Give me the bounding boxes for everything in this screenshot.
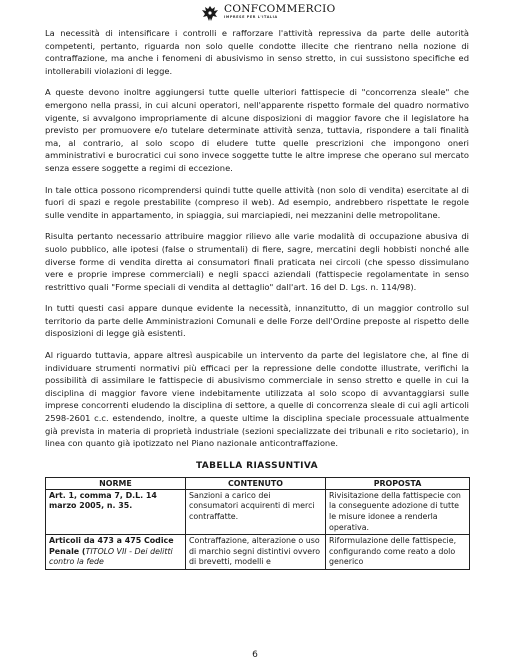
cell-proposta: Rivisitazione della fattispecie con la conseguente adozione di tutte le misure idonee a renderla operativa.	[326, 489, 470, 534]
column-header-norme: NORME	[46, 477, 186, 489]
cell-norme-italic: TITOLO VII - Dei delitti contro la fede	[49, 546, 173, 567]
paragraph: Risulta pertanto necessario attribuire maggior rilievo alle varie modalità di occupazione abusiva di suolo pubblico, alle ipotesi (false o strumentali) di fiere, sagre, mercatini degli hobbisti nonché alle diverse forme di vendita diretta ai consumatori finali praticata nei circoli (che spesso dissimulano vere e proprie imprese commerciali) e negli spacci aziendali (fattispecie regolamentate in senso restrittivo quali "Forme speciali di vendita al dettaglio" dall'art. 16 del D. Lgs. n. 114/98).	[45, 231, 469, 292]
table-header-row	[46, 477, 470, 489]
table-row	[46, 535, 470, 570]
paragraph: A queste devono inoltre aggiungersi tutte quelle ulteriori fattispecie di "concorrenza sleale" che emergono nella prassi, in cui alcuni operatori, nell'apparente rispetto formale del quadro normativo vigente, si avvalgono impropriamente di alcune disposizioni di maggior favore che il legislatore ha previsto per promuovere e/o tutelare determinate attività senza, tuttavia, rispondere a tali finalità ma, al contrario, al solo scopo di eludere tutte quelle prescrizioni che impongono oneri amministrativi e burocratici cui sono invece soggette tutte le altre imprese che operano sul mercato senza essere soggette a regimi di eccezione.	[45, 87, 469, 173]
paragraph: In tale ottica possono ricomprendersi quindi tutte quelle attività (non solo di vendita) esercitate al di fuori di spazi e regole prestabilite (compreso il web). Ad esempio, andrebbero rispettate le regole sulle vendite in appartamento, in spiaggia, sui marciapiedi, nei mezzanini delle metropolitane.	[45, 184, 469, 220]
cell-norme-text: Articoli da 473 a 475 Codice Penale (	[49, 536, 174, 556]
paragraph: In tutti questi casi appare dunque evidente la necessità, innanzitutto, di un maggior controllo sul territorio da parte delle Amministrazioni Comunali e delle Forze dell'Ordine preposte al rispetto delle disposizioni di legge già esistenti.	[45, 303, 469, 339]
cell-contenuto: Sanzioni a carico dei consumatori acquirenti di merci contraffatte.	[186, 489, 326, 534]
logo-tagline: IMPRESE PER L'ITALIA	[224, 14, 278, 19]
paragraph: Al riguardo tuttavia, appare altresì auspicabile un intervento da parte del legislatore che, al fine di individuare strumenti normativi più efficaci per la repressione delle condotte illustrate, verifichi la possibilità di assimilare le fattispecie di abusivismo commerciale in senso stretto e quelle in cui la disciplina di maggior favore viene indebitamente utilizzata al solo scopo di avvantaggiarsi sulle imprese concorrenti eludendo la disciplina di settore, a quelle di concorrenza sleale di cui agli articoli 2598-2601 c.c. estendendo, inoltre, a queste ultime la disciplina speciale processuale attualmente già prevista in materia di proprietà industriale (sezioni specializzate dei tribunali e rito societario), in linea con quanto già ipotizzato nel Piano nazionale anticontraffazione.	[45, 350, 469, 449]
paragraph: La necessità di intensificare i controlli e rafforzare l'attività repressiva da parte delle autorità competenti, pertanto, riguarda non solo quelle condotte illecite che rientrano nella nozione di contraffazione, ma anche i fenomeni di abusivismo in senso stretto, in cui sussistono specifiche ed intollerabili violazioni di legge.	[45, 28, 469, 76]
table-row	[46, 489, 470, 534]
cell-contenuto: Contraffazione, alterazione o uso di marchio segni distintivi ovvero di brevetti, modelli e	[186, 535, 326, 570]
cell-norme	[46, 535, 186, 570]
header-logo	[200, 4, 380, 26]
logo-name: CONFCOMMERCIO	[224, 3, 336, 15]
column-header-proposta: PROPOSTA	[326, 477, 470, 489]
table-title: TABELLA RIASSUNTIVA	[195, 460, 319, 471]
cell-proposta: Riformulazione delle fattispecie, configurando come reato a dolo generico	[326, 535, 470, 570]
cell-norme	[46, 489, 186, 534]
cell-norme-text: Art. 1, comma 7, D.L. 14 marzo 2005, n. 35.	[49, 490, 157, 511]
summary-table	[45, 477, 470, 570]
column-header-contenuto: CONTENUTO	[186, 477, 326, 489]
page-number: 6	[252, 650, 258, 660]
document-body	[45, 27, 469, 570]
eagle-emblem-icon	[200, 4, 220, 24]
